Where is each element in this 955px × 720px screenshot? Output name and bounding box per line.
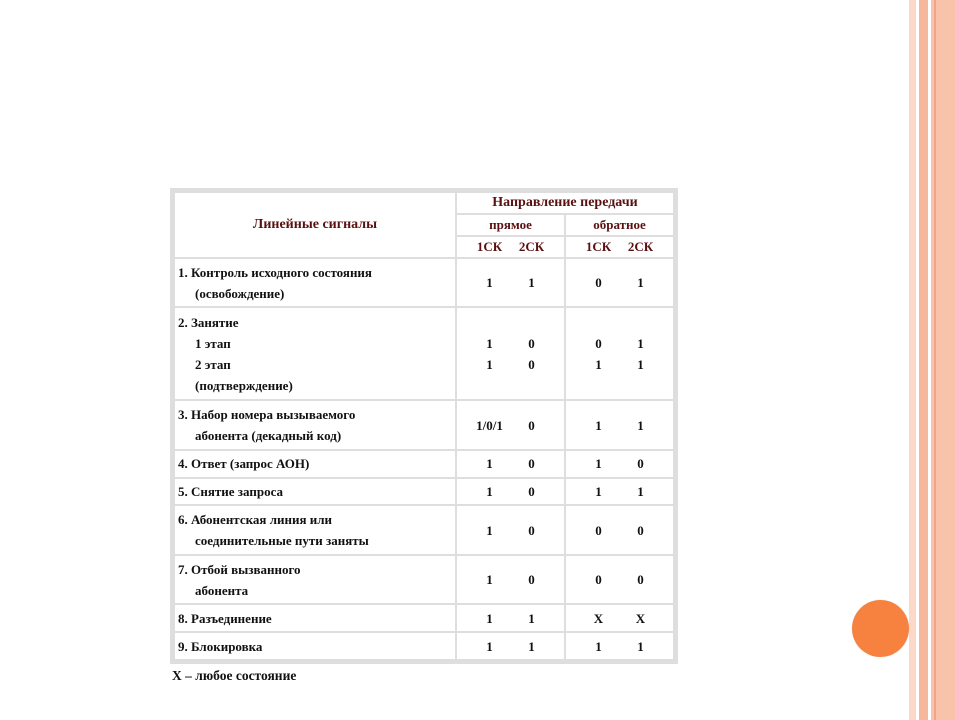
line-signals-table [173, 191, 675, 661]
spacer [570, 312, 669, 333]
value-line [461, 481, 560, 502]
direct-values-cell [457, 451, 564, 477]
spacer [461, 375, 560, 396]
header-2sk-direct: 2СК [518, 239, 545, 254]
signal-line: 2 этап [195, 356, 231, 372]
header-sk-direct [457, 237, 564, 257]
signal-name-cell [175, 479, 455, 505]
value-2sk: 0 [528, 522, 535, 538]
signal-line: 9. Блокировка [178, 638, 263, 654]
value-line [461, 453, 560, 474]
value-2sk: 1 [637, 356, 644, 372]
signal-name-cell [175, 506, 455, 553]
table-row [175, 308, 673, 399]
value-1sk: 0 [595, 335, 602, 351]
table-row [175, 605, 673, 631]
header-reverse: обратное [566, 215, 673, 235]
value-line [461, 520, 560, 541]
value-1sk: 1 [595, 456, 602, 472]
signal-line: 2. Занятие [178, 314, 239, 330]
value-1sk: 1 [595, 638, 602, 654]
value-line [461, 415, 560, 436]
header-sk-reverse [566, 237, 673, 257]
value-1sk: 1 [486, 638, 493, 654]
signal-rows [175, 259, 673, 659]
direct-values-cell [457, 479, 564, 505]
header-1sk-direct: 1СК [476, 239, 503, 254]
value-line [570, 415, 669, 436]
value-2sk: 0 [637, 522, 644, 538]
value-1sk: 1 [486, 483, 493, 499]
header-direction: Направление передачи [457, 193, 673, 213]
value-1sk: 0 [595, 572, 602, 588]
value-1sk: 1 [486, 610, 493, 626]
value-2sk: 0 [528, 417, 535, 433]
signal-line: 1 этап [195, 335, 231, 351]
value-line [461, 636, 560, 657]
value-2sk: 0 [528, 335, 535, 351]
direct-values-cell [457, 506, 564, 553]
signal-name-cell [175, 308, 455, 399]
direct-values-cell [457, 401, 564, 448]
spacer [461, 312, 560, 333]
signal-line: абонента (декадный код) [195, 428, 342, 444]
signal-name-cell [175, 451, 455, 477]
value-2sk: 1 [528, 610, 535, 626]
signal-line: 6. Абонентская линия или [178, 512, 333, 528]
value-line [461, 354, 560, 375]
signal-line: абонента [195, 582, 249, 598]
reverse-values-cell [566, 605, 673, 631]
value-2sk: 1 [637, 417, 644, 433]
value-1sk: 1/0/1 [476, 417, 503, 433]
reverse-values-cell [566, 401, 673, 448]
signal-line: (освобождение) [195, 285, 285, 301]
signal-line: 8. Разъединение [178, 610, 272, 626]
value-line [461, 569, 560, 590]
table-row [175, 451, 673, 477]
value-2sk: 0 [528, 456, 535, 472]
value-2sk: 1 [637, 335, 644, 351]
value-2sk: X [635, 610, 646, 626]
accent-circle [852, 600, 909, 657]
value-line [570, 569, 669, 590]
signal-line: соединительные пути заняты [195, 533, 369, 549]
table-row [175, 633, 673, 659]
decorative-stripe-mid [919, 0, 928, 720]
value-1sk: 1 [595, 483, 602, 499]
signal-name-cell [175, 605, 455, 631]
table-row [175, 401, 673, 448]
value-line [570, 608, 669, 629]
footnote: X – любое состояние [172, 668, 297, 683]
direct-values-cell [457, 308, 564, 399]
header-direct: прямое [457, 215, 564, 235]
value-2sk: 1 [528, 275, 535, 291]
value-1sk: 1 [486, 356, 493, 372]
value-line [461, 272, 560, 293]
signal-line: 7. Отбой вызванного [178, 561, 301, 577]
value-line [570, 636, 669, 657]
value-2sk: 0 [637, 456, 644, 472]
decorative-stripe-wide [931, 0, 955, 720]
value-1sk: X [593, 610, 604, 626]
table-row [175, 479, 673, 505]
value-line [570, 272, 669, 293]
reverse-values-cell [566, 556, 673, 603]
value-1sk: 1 [595, 356, 602, 372]
signal-name-cell [175, 556, 455, 603]
value-line [461, 608, 560, 629]
value-1sk: 1 [486, 275, 493, 291]
value-1sk: 1 [486, 522, 493, 538]
value-2sk: 1 [637, 638, 644, 654]
value-1sk: 0 [595, 275, 602, 291]
value-2sk: 0 [528, 572, 535, 588]
header-2sk-reverse: 2СК [627, 239, 654, 254]
value-line [570, 354, 669, 375]
value-2sk: 1 [528, 638, 535, 654]
value-1sk: 1 [595, 417, 602, 433]
header-line-signals: Линейные сигналы [175, 193, 455, 257]
table-row [175, 506, 673, 553]
signal-line: 5. Снятие запроса [178, 483, 284, 499]
signal-line: (подтверждение) [195, 377, 293, 393]
value-line [461, 333, 560, 354]
direct-values-cell [457, 633, 564, 659]
header-1sk-reverse: 1СК [585, 239, 612, 254]
signals-table-container [170, 188, 678, 664]
value-line [570, 453, 669, 474]
table-row [175, 259, 673, 306]
reverse-values-cell [566, 308, 673, 399]
signal-name-cell [175, 401, 455, 448]
value-1sk: 0 [595, 522, 602, 538]
reverse-values-cell [566, 506, 673, 553]
value-line [570, 520, 669, 541]
value-2sk: 0 [528, 356, 535, 372]
spacer [570, 375, 669, 396]
decorative-stripe-light [909, 0, 916, 720]
table-row [175, 556, 673, 603]
value-line [570, 481, 669, 502]
value-2sk: 1 [637, 275, 644, 291]
value-2sk: 0 [637, 572, 644, 588]
value-1sk: 1 [486, 335, 493, 351]
direct-values-cell [457, 259, 564, 306]
signal-name-cell [175, 259, 455, 306]
value-line [570, 333, 669, 354]
value-2sk: 0 [528, 483, 535, 499]
reverse-values-cell [566, 451, 673, 477]
direct-values-cell [457, 605, 564, 631]
signal-name-cell [175, 633, 455, 659]
value-1sk: 1 [486, 572, 493, 588]
signal-line: 1. Контроль исходного состояния [178, 264, 372, 280]
value-2sk: 1 [637, 483, 644, 499]
direct-values-cell [457, 556, 564, 603]
signal-line: 4. Ответ (запрос АОН) [178, 456, 310, 472]
reverse-values-cell [566, 259, 673, 306]
value-1sk: 1 [486, 456, 493, 472]
signal-line: 3. Набор номера вызываемого [178, 407, 356, 423]
reverse-values-cell [566, 479, 673, 505]
reverse-values-cell [566, 633, 673, 659]
